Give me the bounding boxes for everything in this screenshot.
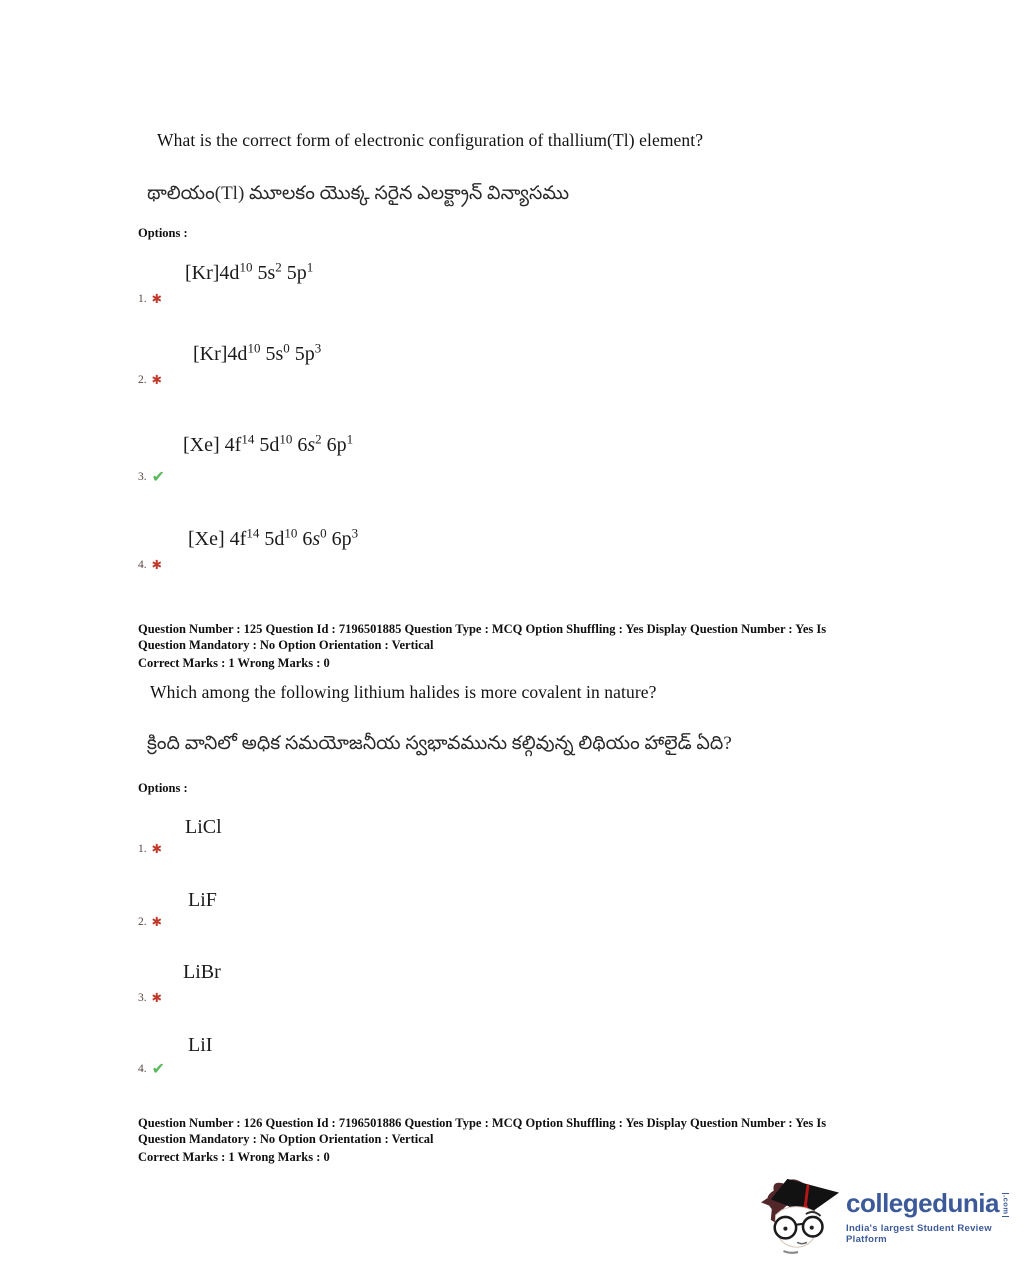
formula-text: 6	[292, 434, 308, 456]
wrong-mark-icon: ✱	[151, 372, 163, 387]
option-4	[138, 1034, 212, 1077]
option-number: 2.	[138, 374, 147, 387]
superscript: 3	[314, 340, 322, 356]
formula-text: 6p	[321, 434, 347, 456]
option-formula	[183, 431, 354, 457]
superscript: 0	[283, 340, 290, 356]
option-number-row	[138, 374, 321, 387]
option-text: LiCl	[185, 816, 222, 838]
brand-name: collegedunia	[846, 1188, 999, 1218]
wrong-mark-icon: ✱	[151, 557, 163, 572]
superscript: 2	[315, 431, 322, 447]
formula-text: [Kr]4d	[193, 343, 248, 365]
formula-text: 5d	[254, 434, 280, 456]
superscript: 2	[275, 259, 282, 275]
formula-text: 5d	[259, 528, 285, 550]
wrong-mark-icon: ✱	[151, 990, 163, 1005]
brand-tagline: India's largest Student Review Platform	[846, 1222, 992, 1245]
formula-text: 5p	[289, 343, 315, 365]
question-125-metadata	[138, 622, 883, 672]
metadata-line: Question Number : 125 Question Id : 7196501885 Question Type : MCQ Option Shuffling : Yes Display Question Number : Yes Is	[138, 622, 827, 636]
formula-text: [Xe] 4f	[188, 528, 247, 550]
wrong-mark-icon: ✱	[151, 841, 163, 856]
superscript: 0	[320, 525, 327, 541]
option-3	[138, 431, 354, 486]
options-label: Options :	[138, 781, 188, 795]
option-4	[138, 525, 359, 572]
correct-mark-icon: ✔	[151, 467, 166, 486]
formula-text: 6	[297, 528, 313, 550]
superscript: 14	[241, 431, 255, 447]
option-number-row	[138, 916, 217, 929]
option-text: LiBr	[183, 961, 221, 983]
logo-text-block	[846, 1176, 1020, 1245]
option-number-row	[138, 469, 353, 485]
question-125-text-english: What is the correct form of electronic configuration of thallium(Tl) element?	[157, 130, 704, 150]
superscript: 10	[247, 340, 261, 356]
superscript: 3	[351, 525, 359, 541]
collegedunia-logo	[758, 1176, 1020, 1256]
formula-text: 5p	[281, 262, 307, 284]
superscript: 1	[306, 259, 314, 275]
formula-text: 5s	[252, 262, 276, 284]
option-2	[138, 340, 322, 387]
option-number-row	[138, 1061, 212, 1077]
option-3	[138, 961, 221, 1005]
option-formula	[185, 259, 314, 285]
superscript: 14	[246, 525, 260, 541]
metadata-line: Question Number : 126 Question Id : 7196501886 Question Type : MCQ Option Shuffling : Yes Display Question Number : Yes Is	[138, 1116, 827, 1130]
wrong-mark-icon: ✱	[151, 291, 163, 306]
correct-mark-icon: ✔	[151, 1059, 166, 1078]
option-number-row	[138, 992, 221, 1005]
option-number: 4.	[138, 559, 147, 572]
superscript: 10	[239, 259, 253, 275]
superscript: 1	[346, 431, 354, 447]
question-126-text-english: Which among the following lithium halides is more covalent in nature?	[150, 682, 657, 702]
options-label: Options :	[138, 226, 188, 240]
option-1	[138, 259, 314, 306]
option-number-row	[138, 293, 313, 306]
formula-text-italic: s	[312, 528, 321, 550]
option-formula	[193, 340, 322, 366]
brand-suffix: .com	[1001, 1195, 1011, 1215]
question-126-text-telugu: క్రింది వానిలో అధిక సమయోజనీయ స్వభావమును కల్గివున్న లిథియం హాలైడ్ ఏది?	[147, 733, 732, 754]
metadata-line: Question Mandatory : No Option Orientation : Vertical	[138, 637, 434, 652]
metadata-line: Question Mandatory : No Option Orientation : Vertical	[138, 1131, 434, 1146]
question-125-text-telugu: థాలియం(Tl) మూలకం యొక్క సరైన ఎలక్ట్రాన్ విన్యాసము	[147, 183, 570, 204]
collegedunia-mascot-icon	[758, 1176, 846, 1254]
formula-text: [Kr]4d	[185, 262, 240, 284]
option-number-row	[138, 559, 358, 572]
superscript: 10	[284, 525, 298, 541]
formula-text: [Xe] 4f	[183, 434, 242, 456]
option-number: 2.	[138, 916, 147, 929]
option-text: LiF	[188, 889, 217, 911]
wrong-mark-icon: ✱	[151, 914, 163, 929]
formula-text: 5s	[260, 343, 284, 365]
option-formula	[188, 525, 359, 551]
option-number-row	[138, 843, 222, 856]
option-number: 4.	[138, 1063, 147, 1075]
formula-text-italic: s	[307, 434, 316, 456]
question-126-metadata	[138, 1116, 883, 1166]
metadata-marks-line: Correct Marks : 1 Wrong Marks : 0	[138, 656, 330, 670]
formula-text: 6p	[326, 528, 352, 550]
superscript: 10	[279, 431, 293, 447]
option-number: 1.	[138, 843, 147, 856]
option-1	[138, 816, 222, 856]
option-number: 3.	[138, 992, 147, 1005]
option-number: 3.	[138, 471, 147, 483]
option-number: 1.	[138, 293, 147, 306]
option-text: LiI	[188, 1034, 213, 1056]
metadata-marks-line: Correct Marks : 1 Wrong Marks : 0	[138, 1150, 330, 1164]
option-2	[138, 889, 217, 929]
